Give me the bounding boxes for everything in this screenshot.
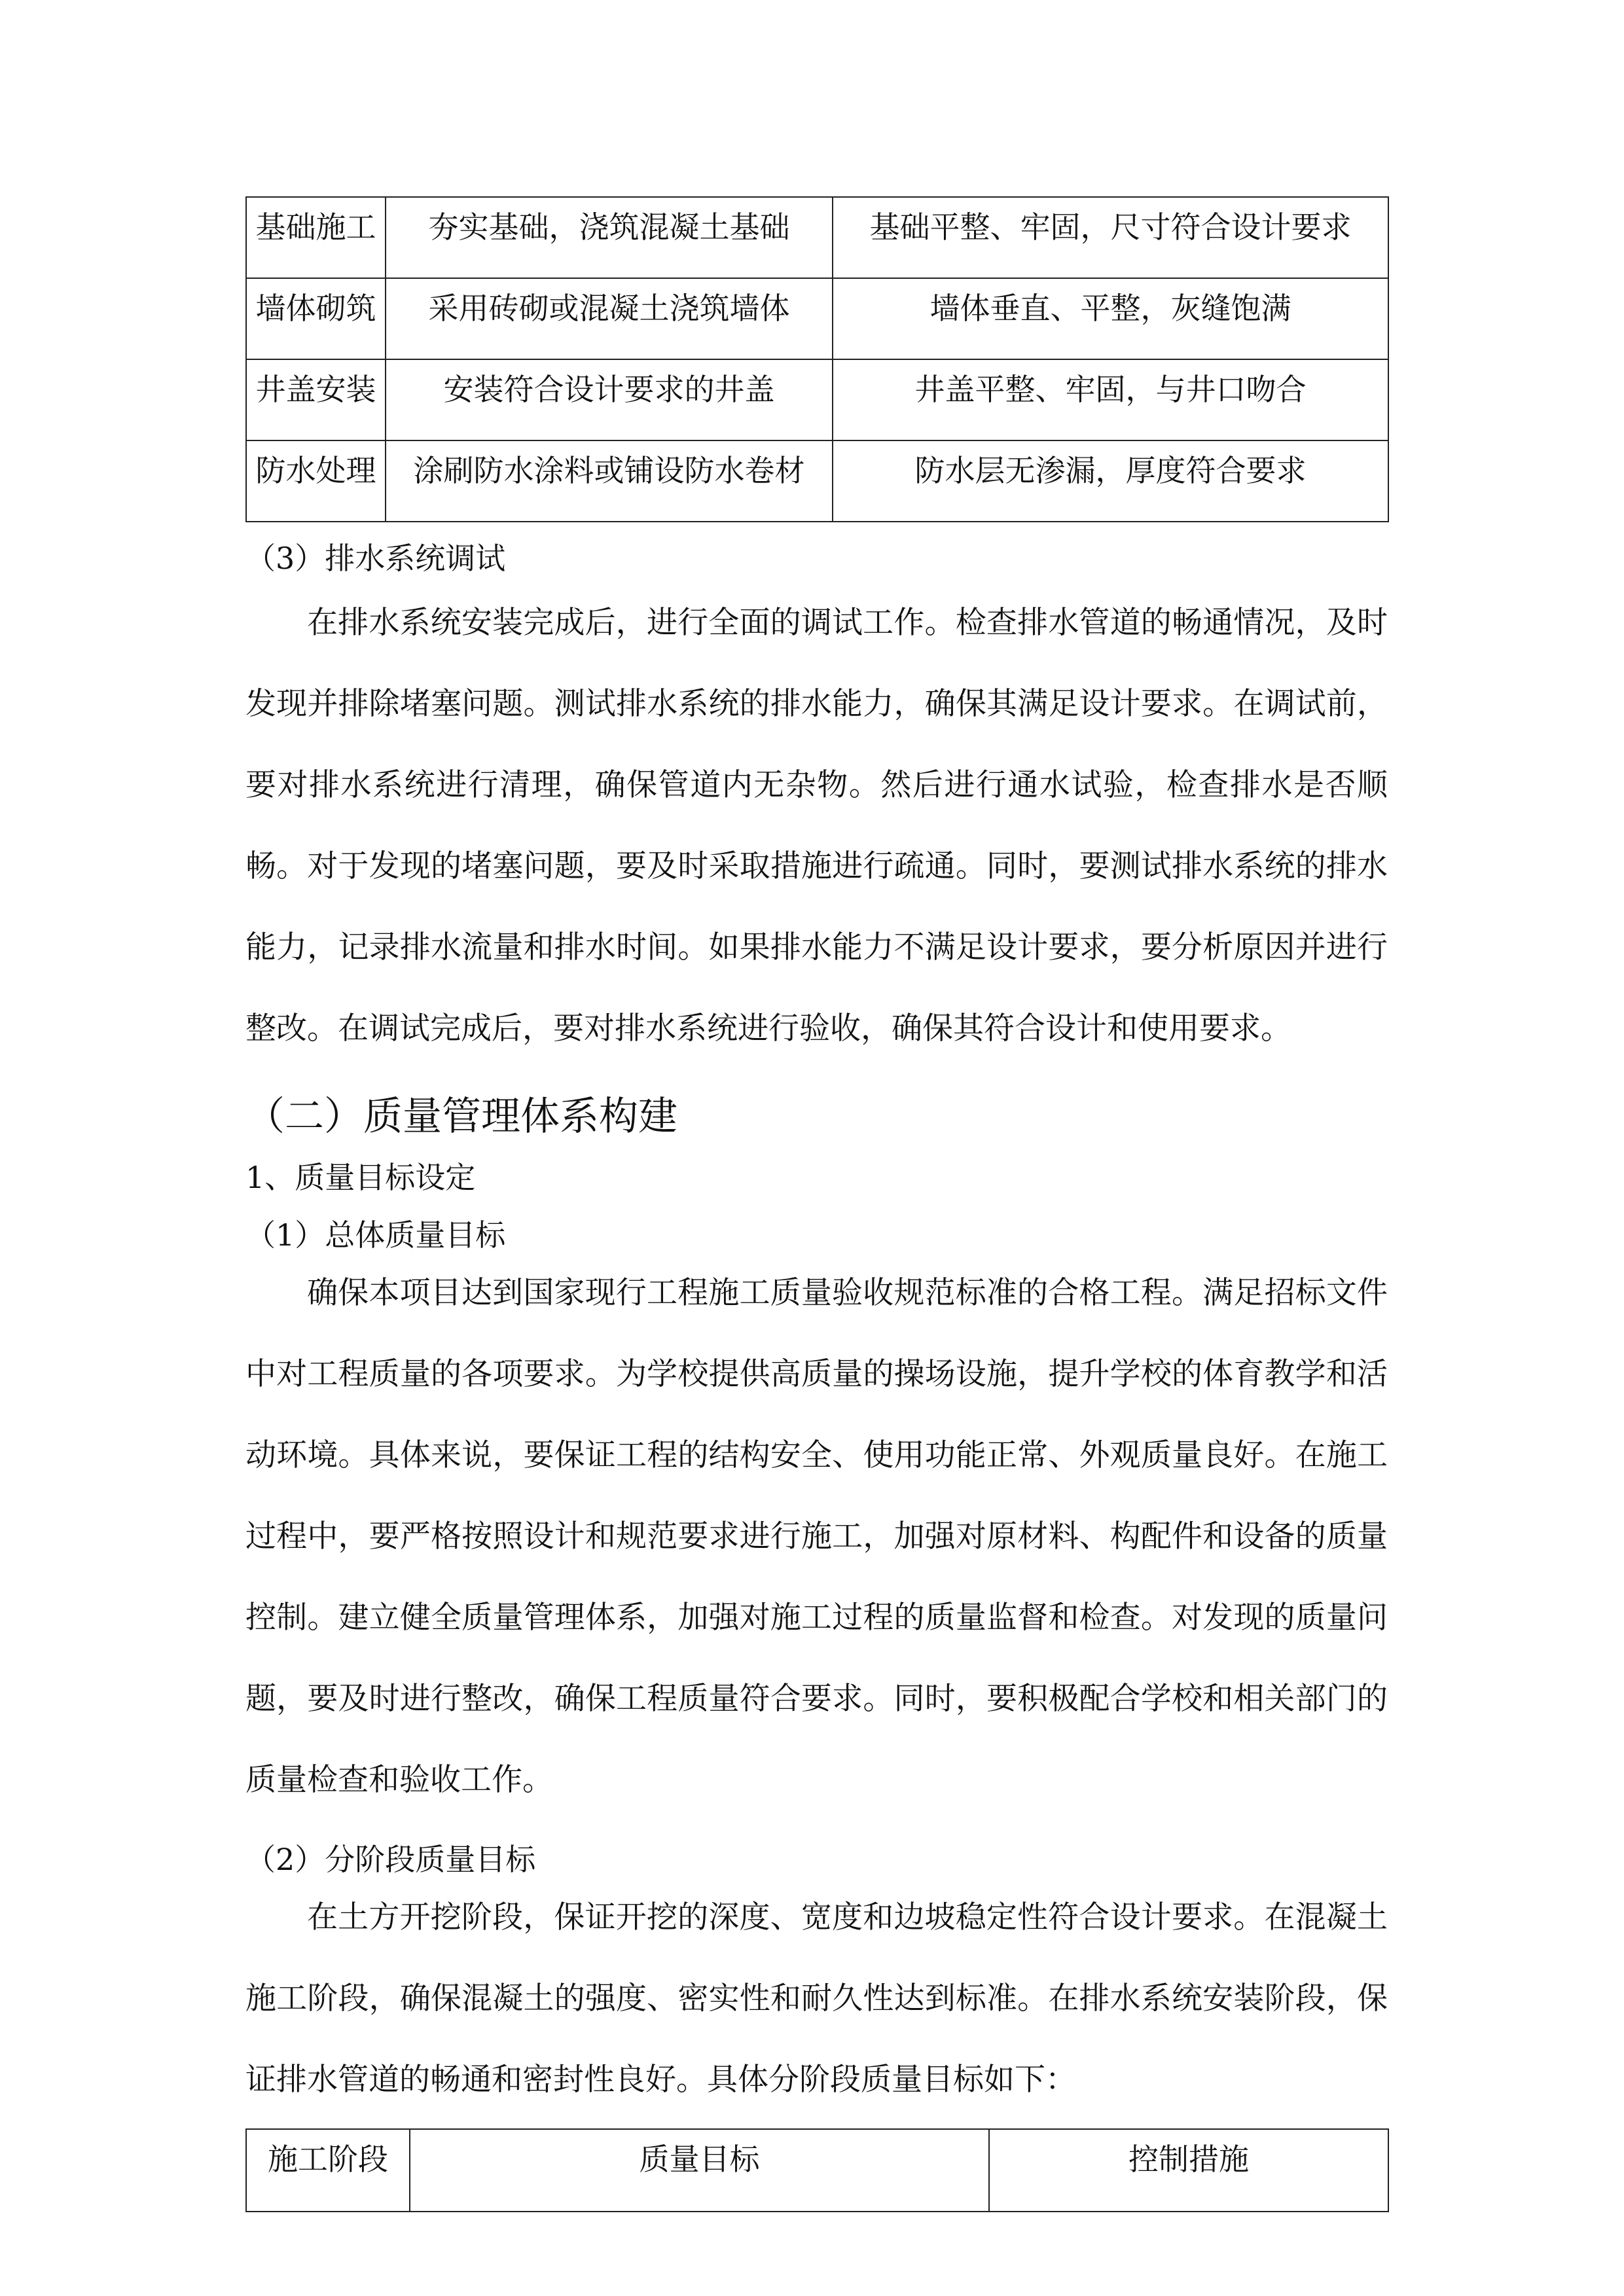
table-header-cell: 控制措施 [989,2129,1388,2212]
stage-target-table [245,2128,1389,2212]
table-cell: 墙体砌筑 [246,278,386,359]
table-cell: 井盖安装 [246,359,386,440]
section-heading-drainage-test: （3）排水系统调试 [245,541,506,576]
table-cell: 井盖平整、牢固，与井口吻合 [833,359,1388,440]
table-header-cell: 施工阶段 [246,2129,410,2212]
heading-staged-target: （2）分阶段质量目标 [245,1842,536,1877]
table-row [246,440,1388,522]
heading-overall-target: （1）总体质量目标 [245,1217,506,1253]
table-cell: 夯实基础，浇筑混凝土基础 [386,197,833,278]
paragraph-overall-target: 确保本项目达到国家现行工程施工质量验收规范标准的合格工程。满足招标文件中对工程质量的各项要求。为学校提供高质量的操场设施，提升学校的体育教学和活动环境。具体来说，要保证工程的结构安全、使用功能正常、外观质量良好。在施工过程中，要严格按照设计和规范要求进行施工，加强对原材料、构配件和设备的质量控制。建立健全质量管理体系，加强对施工过程的质量监督和检查。对发现的质量问题，要及时进行整改，确保工程质量符合要求。同时，要积极配合学校和相关部门的质量检查和验收工作。 [245,1275,1388,1798]
construction-table [245,196,1389,522]
table-cell: 墙体垂直、平整，灰缝饱满 [833,278,1388,359]
table-cell: 防水处理 [246,440,386,522]
table-cell: 基础平整、牢固，尺寸符合设计要求 [833,197,1388,278]
table-cell: 采用砖砌或混凝土浇筑墙体 [386,278,833,359]
table-cell: 防水层无渗漏，厚度符合要求 [833,440,1388,522]
table-header-cell: 质量目标 [410,2129,989,2212]
table-row [246,278,1388,359]
table-row [246,359,1388,440]
table-cell: 涂刷防水涂料或铺设防水卷材 [386,440,833,522]
subheading-quality-targets: 1、质量目标设定 [245,1160,476,1195]
paragraph-drainage-test: 在排水系统安装完成后，进行全面的调试工作。检查排水管道的畅通情况，及时发现并排除堵塞问题。测试排水系统的排水能力，确保其满足设计要求。在调试前，要对排水系统进行清理，确保管道内无杂物。然后进行通水试验，检查排水是否顺畅。对于发现的堵塞问题，要及时采取措施进行疏通。同时，要测试排水系统的排水能力，记录排水流量和排水时间。如果排水能力不满足设计要求，要分析原因并进行整改。在调试完成后，要对排水系统进行验收，确保其符合设计和使用要求。 [245,605,1388,1047]
table-cell: 安装符合设计要求的井盖 [386,359,833,440]
table-header-row [246,2129,1388,2212]
table-row [246,197,1388,278]
paragraph-staged-target: 在土方开挖阶段，保证开挖的深度、宽度和边坡稳定性符合设计要求。在混凝土施工阶段，确保混凝土的强度、密实性和耐久性达到标准。在排水系统安装阶段，保证排水管道的畅通和密封性良好。具体分阶段质量目标如下： [245,1899,1388,2098]
table-cell: 基础施工 [246,197,386,278]
section-heading-quality-system: （二）质量管理体系构建 [245,1094,677,1139]
document-page [245,196,1388,2212]
